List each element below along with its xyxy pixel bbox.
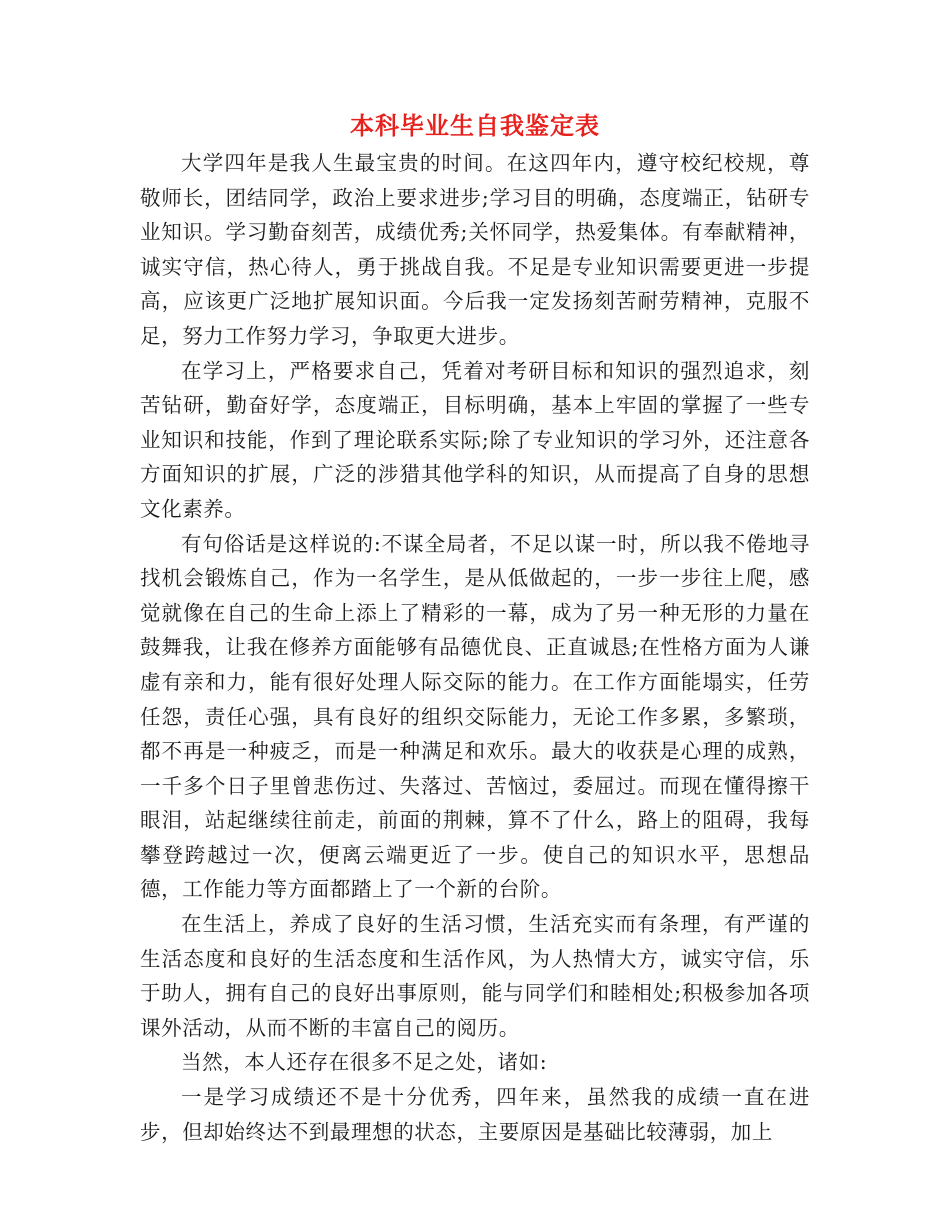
- paragraph-growth: 有句俗话是这样说的:不谋全局者，不足以谋一时，所以我不倦地寻找机会锻炼自己，作为一名学生，是从低做起的，一步一步往上爬，感觉就像在自己的生命上添上了精彩的一幕，成为了另一种无形的力量在鼓舞我，让我在修养方面能够有品德优良、正直诚恳;在性格方面为人谦虚有亲和力，能有很好处理人际交际的能力。在工作方面能塌实，任劳任怨，责任心强，具有良好的组织交际能力，无论工作多累，多繁琐，都不再是一种疲乏，而是一种满足和欢乐。最大的收获是心理的成熟，一千多个日子里曾悲伤过、失落过、苦恼过，委屈过。而现在懂得擦干眼泪，站起继续往前走，前面的荆棘，算不了什么，路上的阻碍，我每攀登跨越过一次，便离云端更近了一步。使自己的知识水平，思想品德，工作能力等方面都踏上了一个新的台阶。: [140, 531, 810, 902]
- paragraph-life: 在生活上，养成了良好的生活习惯，生活充实而有条理，有严谨的生活态度和良好的生活态度和生活作风，为人热情大方，诚实守信，乐于助人，拥有自己的良好出事原则，能与同学们和睦相处;积极参加各项课外活动，从而不断的丰富自己的阅历。: [140, 912, 810, 1040]
- paragraph-shortcoming-one: 一是学习成绩还不是十分优秀，四年来，虽然我的成绩一直在进步，但却始终达不到最理想的状态，主要原因是基础比较薄弱，加上: [140, 1085, 810, 1144]
- paragraph-study: 在学习上，严格要求自己，凭着对考研目标和知识的强烈追求，刻苦钻研，勤奋好学，态度端正，目标明确，基本上牢固的掌握了一些专业知识和技能，作到了理论联系实际;除了专业知识的学习外，还注意各方面知识的扩展，广泛的涉猎其他学科的知识，从而提高了自身的思想文化素养。: [140, 358, 810, 521]
- paragraph-intro: 大学四年是我人生最宝贵的时间。在这四年内，遵守校纪校规，尊敬师长，团结同学，政治上要求进步;学习目的明确，态度端正，钻研专业知识。学习勤奋刻苦，成绩优秀;关怀同学，热爱集体。有奉献精神，诚实守信，热心待人，勇于挑战自我。不足是专业知识需要更进一步提高，应该更广泛地扩展知识面。今后我一定发扬刻苦耐劳精神，克服不足，努力工作努力学习，争取更大进步。: [140, 151, 810, 348]
- document-body: [140, 146, 810, 1149]
- paragraph-shortcomings-intro: 当然，本人还存在很多不足之处，诸如:: [181, 1050, 548, 1075]
- document-title: 本科毕业生自我鉴定表: [350, 111, 600, 140]
